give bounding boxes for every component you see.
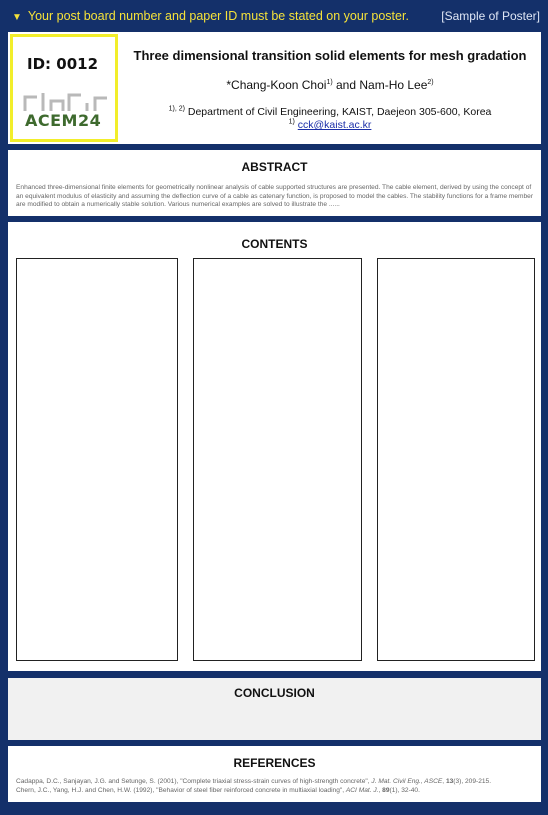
author-mark: * xyxy=(226,78,232,92)
top-notice-bar xyxy=(0,0,548,30)
contents-heading: CONTENTS xyxy=(241,237,308,251)
poster-header xyxy=(8,32,541,144)
author-1: Chang-Koon Choi xyxy=(231,78,327,92)
email-link[interactable]: cck@kaist.ac.kr xyxy=(297,119,372,131)
affiliation-sup: 1), 2) xyxy=(168,105,185,113)
conclusion-heading: CONCLUSION xyxy=(234,686,315,700)
author-joiner: and xyxy=(332,78,360,92)
affiliation-line xyxy=(120,106,540,118)
author-2-sup: 2) xyxy=(427,79,434,86)
author-1-sup: 1) xyxy=(326,79,333,86)
reference-item xyxy=(16,778,536,787)
references-section xyxy=(8,746,541,802)
email-sup: 1) xyxy=(288,118,295,126)
reference-1-pages: (3), 209-215. xyxy=(453,778,492,785)
paper-title: Three dimensional transition solid elements for mesh gradation xyxy=(133,48,527,63)
sample-label: [Sample of Poster] xyxy=(441,9,540,23)
paper-id: ID: 0012 xyxy=(27,55,99,73)
reference-item xyxy=(16,787,536,796)
reference-1-text: Cadappa, D.C., Sanjayan, J.G. and Setunge, S. (2001), "Complete triaxial stress-strain curves of high-strength concrete", xyxy=(16,778,372,785)
conference-logo-icon xyxy=(23,89,111,111)
reference-2-pages: (1), 32-40. xyxy=(389,786,420,794)
abstract-section xyxy=(8,150,541,216)
notice-text: Your post board number and paper ID must be stated on your poster. xyxy=(27,9,409,23)
authors-line xyxy=(120,78,540,92)
email-line xyxy=(120,119,540,131)
reference-1-journal: J. Mat. Civil Eng., ASCE xyxy=(371,778,443,785)
references-list xyxy=(16,778,536,795)
contents-section xyxy=(8,222,541,671)
content-column-2 xyxy=(193,258,362,661)
abstract-text: Enhanced three-dimensional finite elements for geometrically nonlinear analysis of cable supported structures are presented. The cable element, derived by using the concept of an equivalent modulus of elasticity and assuming the deflection curve of a cable as catenary function, is proposed to model the cables. The stability functions for a frame member are modified to obtain a numerically stable solution. Various numerical examples are solved to illustrate the ...... xyxy=(16,184,534,209)
reference-1-volume: 13 xyxy=(445,778,454,785)
reference-2-journal: ACI Mat. J. xyxy=(345,786,379,794)
content-column-1 xyxy=(16,258,178,661)
reference-1-sep: , xyxy=(442,778,446,785)
notice-text-wrap xyxy=(12,9,409,23)
reference-2-volume: 89 xyxy=(382,786,390,794)
conference-logo-text: ACEM24 xyxy=(25,111,102,130)
affiliation-text: Department of Civil Engineering, KAIST, Daejeon 305-600, Korea xyxy=(187,106,492,118)
conclusion-section xyxy=(8,678,541,740)
content-column-3 xyxy=(377,258,535,661)
references-heading: REFERENCES xyxy=(233,756,316,770)
author-2: Nam-Ho Lee xyxy=(359,78,428,92)
reference-2-sep: , xyxy=(378,786,383,794)
paper-id-box xyxy=(10,34,118,142)
abstract-heading: ABSTRACT xyxy=(241,160,308,174)
reference-2-text: Chern, J.C., Yang, H.J. and Chen, H.W. (1992), "Behavior of steel fiber reinforced concrete in multiaxial loading", xyxy=(16,786,346,794)
triangle-down-icon: ▼ xyxy=(12,12,22,23)
